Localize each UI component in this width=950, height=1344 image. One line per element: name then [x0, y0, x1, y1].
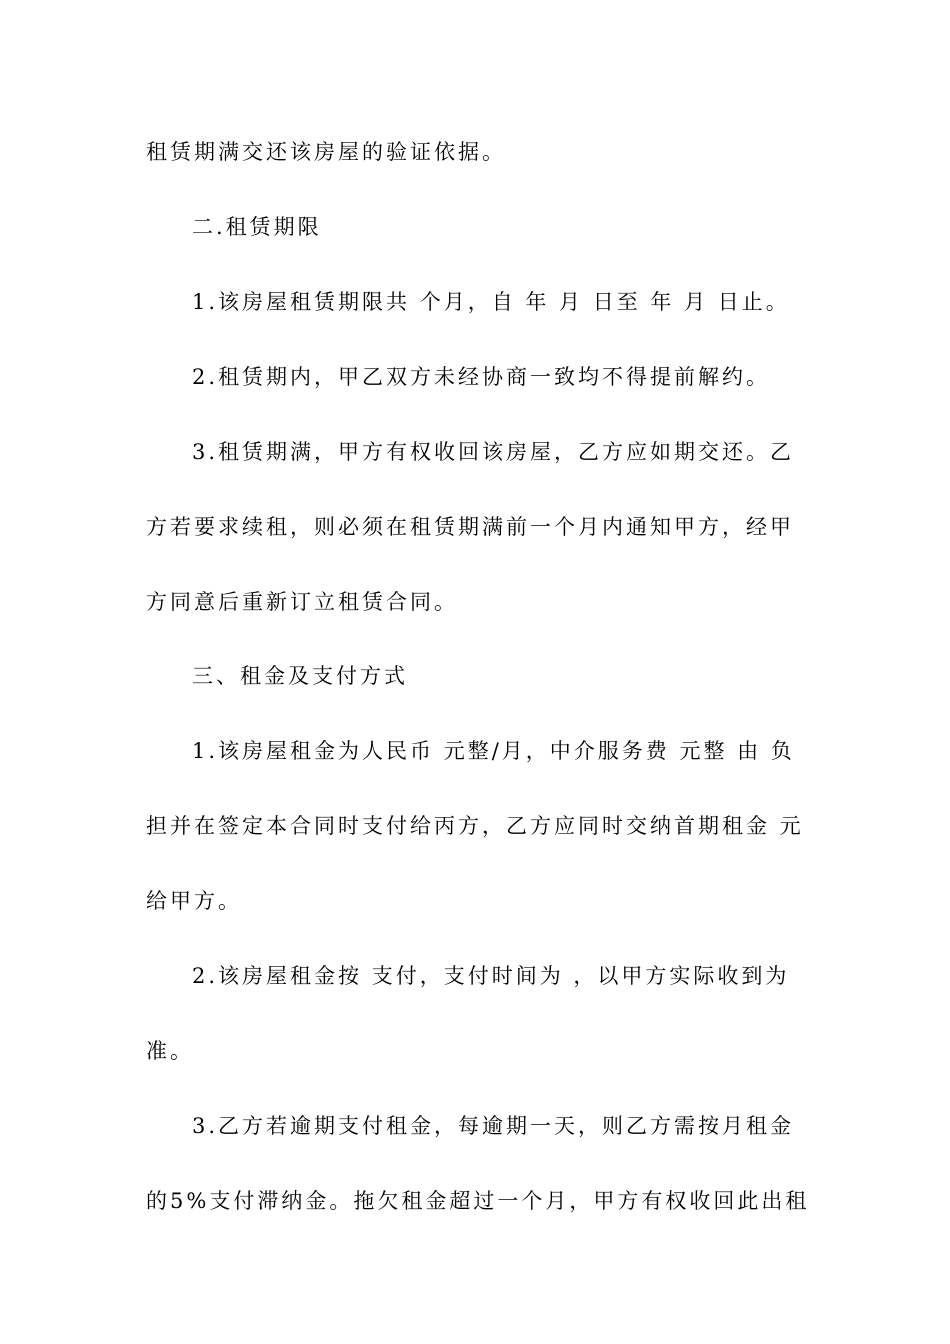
clause-line: 1.该房屋租赁期限共 个月，自 年 月 日至 年 月 日止。 [192, 290, 790, 314]
clause-line: 2.该房屋租金按 支付，支付时间为 ，以甲方实际收到为 [192, 964, 790, 988]
paragraph-line: 担并在签定本合同时支付给丙方，乙方应同时交纳首期租金 元 [146, 814, 804, 838]
clause-line: 1.该房屋租金为人民币 元整/月，中介服务费 元整 由 负 [192, 739, 795, 763]
clause-line: 2.租赁期内，甲乙双方未经协商一致均不得提前解约。 [192, 365, 771, 389]
clause-line: 3.租赁期满，甲方有权收回该房屋，乙方应如期交还。乙 [192, 440, 795, 464]
paragraph-line: 租赁期满交还该房屋的验证依据。 [146, 140, 506, 164]
paragraph-line: 的5%支付滞纳金。拖欠租金超过一个月，甲方有权收回此出租 [146, 1189, 810, 1213]
paragraph-line: 给甲方。 [146, 889, 242, 913]
section-heading-lease-term: 二.租赁期限 [192, 215, 322, 239]
paragraph-line: 方若要求续租，则必须在租赁期满前一个月内通知甲方，经甲 [146, 515, 794, 539]
paragraph-line: 准。 [146, 1039, 194, 1063]
paragraph-line: 方同意后重新订立租赁合同。 [146, 590, 458, 614]
section-heading-rent-payment: 三、租金及支付方式 [192, 664, 408, 688]
clause-line: 3.乙方若逾期支付租金，每逾期一天，则乙方需按月租金 [192, 1114, 795, 1138]
